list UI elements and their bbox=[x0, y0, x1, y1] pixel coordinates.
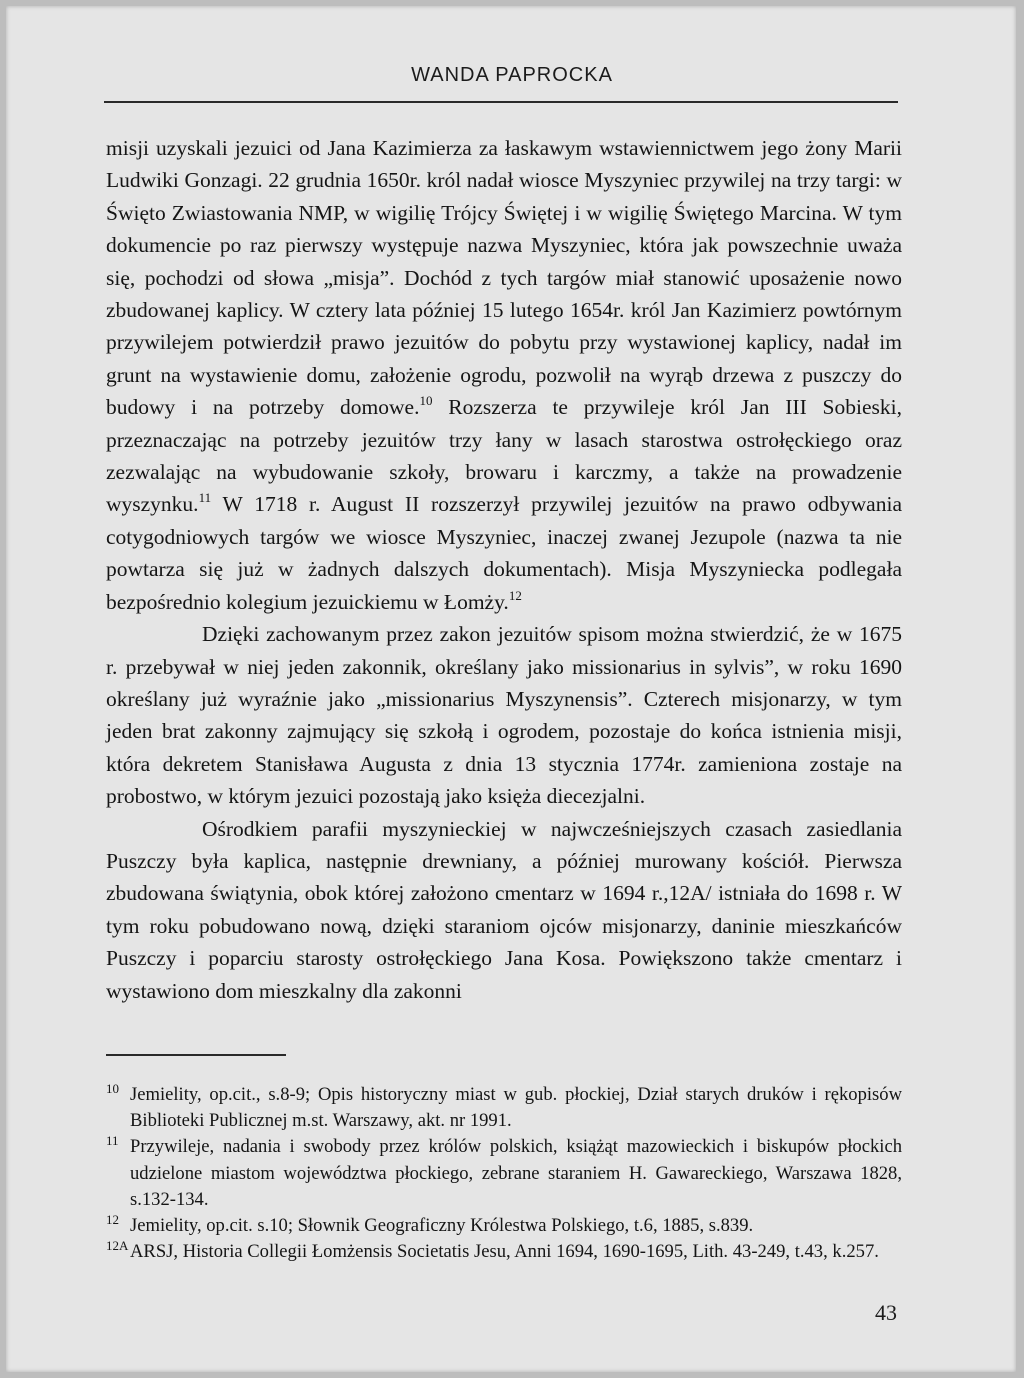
paragraph-2 bbox=[106, 618, 902, 812]
footnote-ref: 12 bbox=[508, 587, 522, 603]
text-run: Dzięki zachowanym przez zakon jezuitów spisom można stwierdzić, że w 1675 r. przebywał w niej jeden zakonnik, określany jako missionarius in sylvis”, w roku 1690 określany już wyraźnie jako „missionarius Myszynensis”. Czterech misjonarzy, w tym jeden brat zakonny zajmujący się szkołą i ogrodem, pozostaje do końca istnienia misji, która dekretem Stanisława Augusta z dnia 13 stycznia 1774r. zamieniona zostaje na probostwo, w którym jezuici pozostają jako księża diecezjalni. bbox=[106, 622, 902, 809]
footnote-number: 11 bbox=[106, 1133, 119, 1149]
text-run: W 1718 r. August II rozszerzył przywilej jezuitów na prawo odbywania cotygodniowych targów we wiosce Myszyniec, inaczej zwanej Jezupole (nazwa ta nie powtarza się już w żadnych dalszych dokumentach). Misja Myszyniecka podlegała bezpośrednio kolegium jezuickiemu w Łomży. bbox=[106, 492, 902, 614]
footnote-text: Jemielity, op.cit. s.10; Słownik Geograficzny Królestwa Polskiego, t.6, 1885, s.839. bbox=[130, 1215, 754, 1237]
footnote-ref: 10 bbox=[419, 393, 433, 409]
body-text bbox=[106, 132, 902, 1007]
running-header: WANDA PAPROCKA bbox=[411, 64, 613, 86]
footnote-number: 12 bbox=[106, 1212, 119, 1228]
footnote-number: 12A bbox=[106, 1238, 129, 1254]
footnote-12 bbox=[106, 1213, 902, 1239]
text-run: Ośrodkiem parafii myszynieckiej w najwcześniejszych czasach zasiedlania Puszczy była kaplica, następnie drewniany, a później murowany kościół. Pierwsza zbudowana świątynia, obok której założono cmentarz w 1694 r.,12A/ istniała do 1698 r. W tym roku pobudowano nową, dzięki staraniom ojców misjonarzy, daninie mieszkańców Puszczy i poparciu starosty ostrołęckiego Jana Kosa. Powiększono także cmentarz i wystawiono dom mieszkalny dla zakonni bbox=[106, 816, 902, 1003]
header-rule bbox=[104, 101, 898, 103]
footnote-rule bbox=[106, 1054, 286, 1056]
paragraph-3 bbox=[106, 813, 902, 1007]
text-run: misji uzyskali jezuici od Jana Kazimierza za łaskawym wstawiennictwem jego żony Marii Ludwiki Gonzagi. 22 grudnia 1650r. król nadał wiosce Myszyniec przywilej na trzy targi: w Święto Zwiastowania NMP, w wigilię Trójcy Świętej i w wigilię Świętego Marcina. W tym dokumencie po raz pierwszy występuje nazwa Myszyniec, która jak powszechnie uważa się, pochodzi od słowa „misja”. Dochód z tych targów miał stanowić uposażenie nowo zbudowanej kaplicy. W cztery lata później 15 lutego 1654r. król Jan Kazimierz powtórnym przywilejem potwierdził prawo jezuitów do pobytu przy wystawionej kaplicy, nadał im grunt na wystawienie domu, założenie ogrodu, pozwolił na wyrąb drzewa z puszczy do budowy i na potrzeby domowe. bbox=[106, 136, 902, 420]
footnote-11 bbox=[106, 1134, 902, 1213]
footnotes bbox=[106, 1082, 902, 1265]
footnote-text: Przywileje, nadania i swobody przez królów polskich, książąt mazowieckich i biskupów płockich udzielone miastom województwa płockiego, zebrane staraniem H. Gawareckiego, Warszawa 1828, s.132-134. bbox=[130, 1136, 902, 1210]
footnote-ref: 11 bbox=[198, 490, 212, 506]
footnote-10 bbox=[106, 1082, 902, 1134]
page-number: 43 bbox=[875, 1300, 897, 1325]
paragraph-1 bbox=[106, 132, 902, 618]
footnote-text: ARSJ, Historia Collegii Łomżensis Societatis Jesu, Anni 1694, 1690-1695, Lith. 43-249, t.43, k.257. bbox=[130, 1241, 879, 1263]
text-run: Rozszerza te przywileje król Jan III Sobieski, przeznaczając na potrzeby jezuitów trzy łany w lasach starostwa ostrołęckiego oraz zezwalając na wybudowanie szkoły, browaru i karczmy, a także na prowadzenie wyszynku. bbox=[106, 395, 902, 517]
footnote-text: Jemielity, op.cit., s.8-9; Opis historyczny miast w gub. płockiej, Dział starych druków i rękopisów Biblioteki Publicznej m.st. Warszawy, akt. nr 1991. bbox=[130, 1084, 902, 1132]
footnote-number: 10 bbox=[106, 1081, 119, 1096]
footnote-12a bbox=[106, 1239, 902, 1265]
